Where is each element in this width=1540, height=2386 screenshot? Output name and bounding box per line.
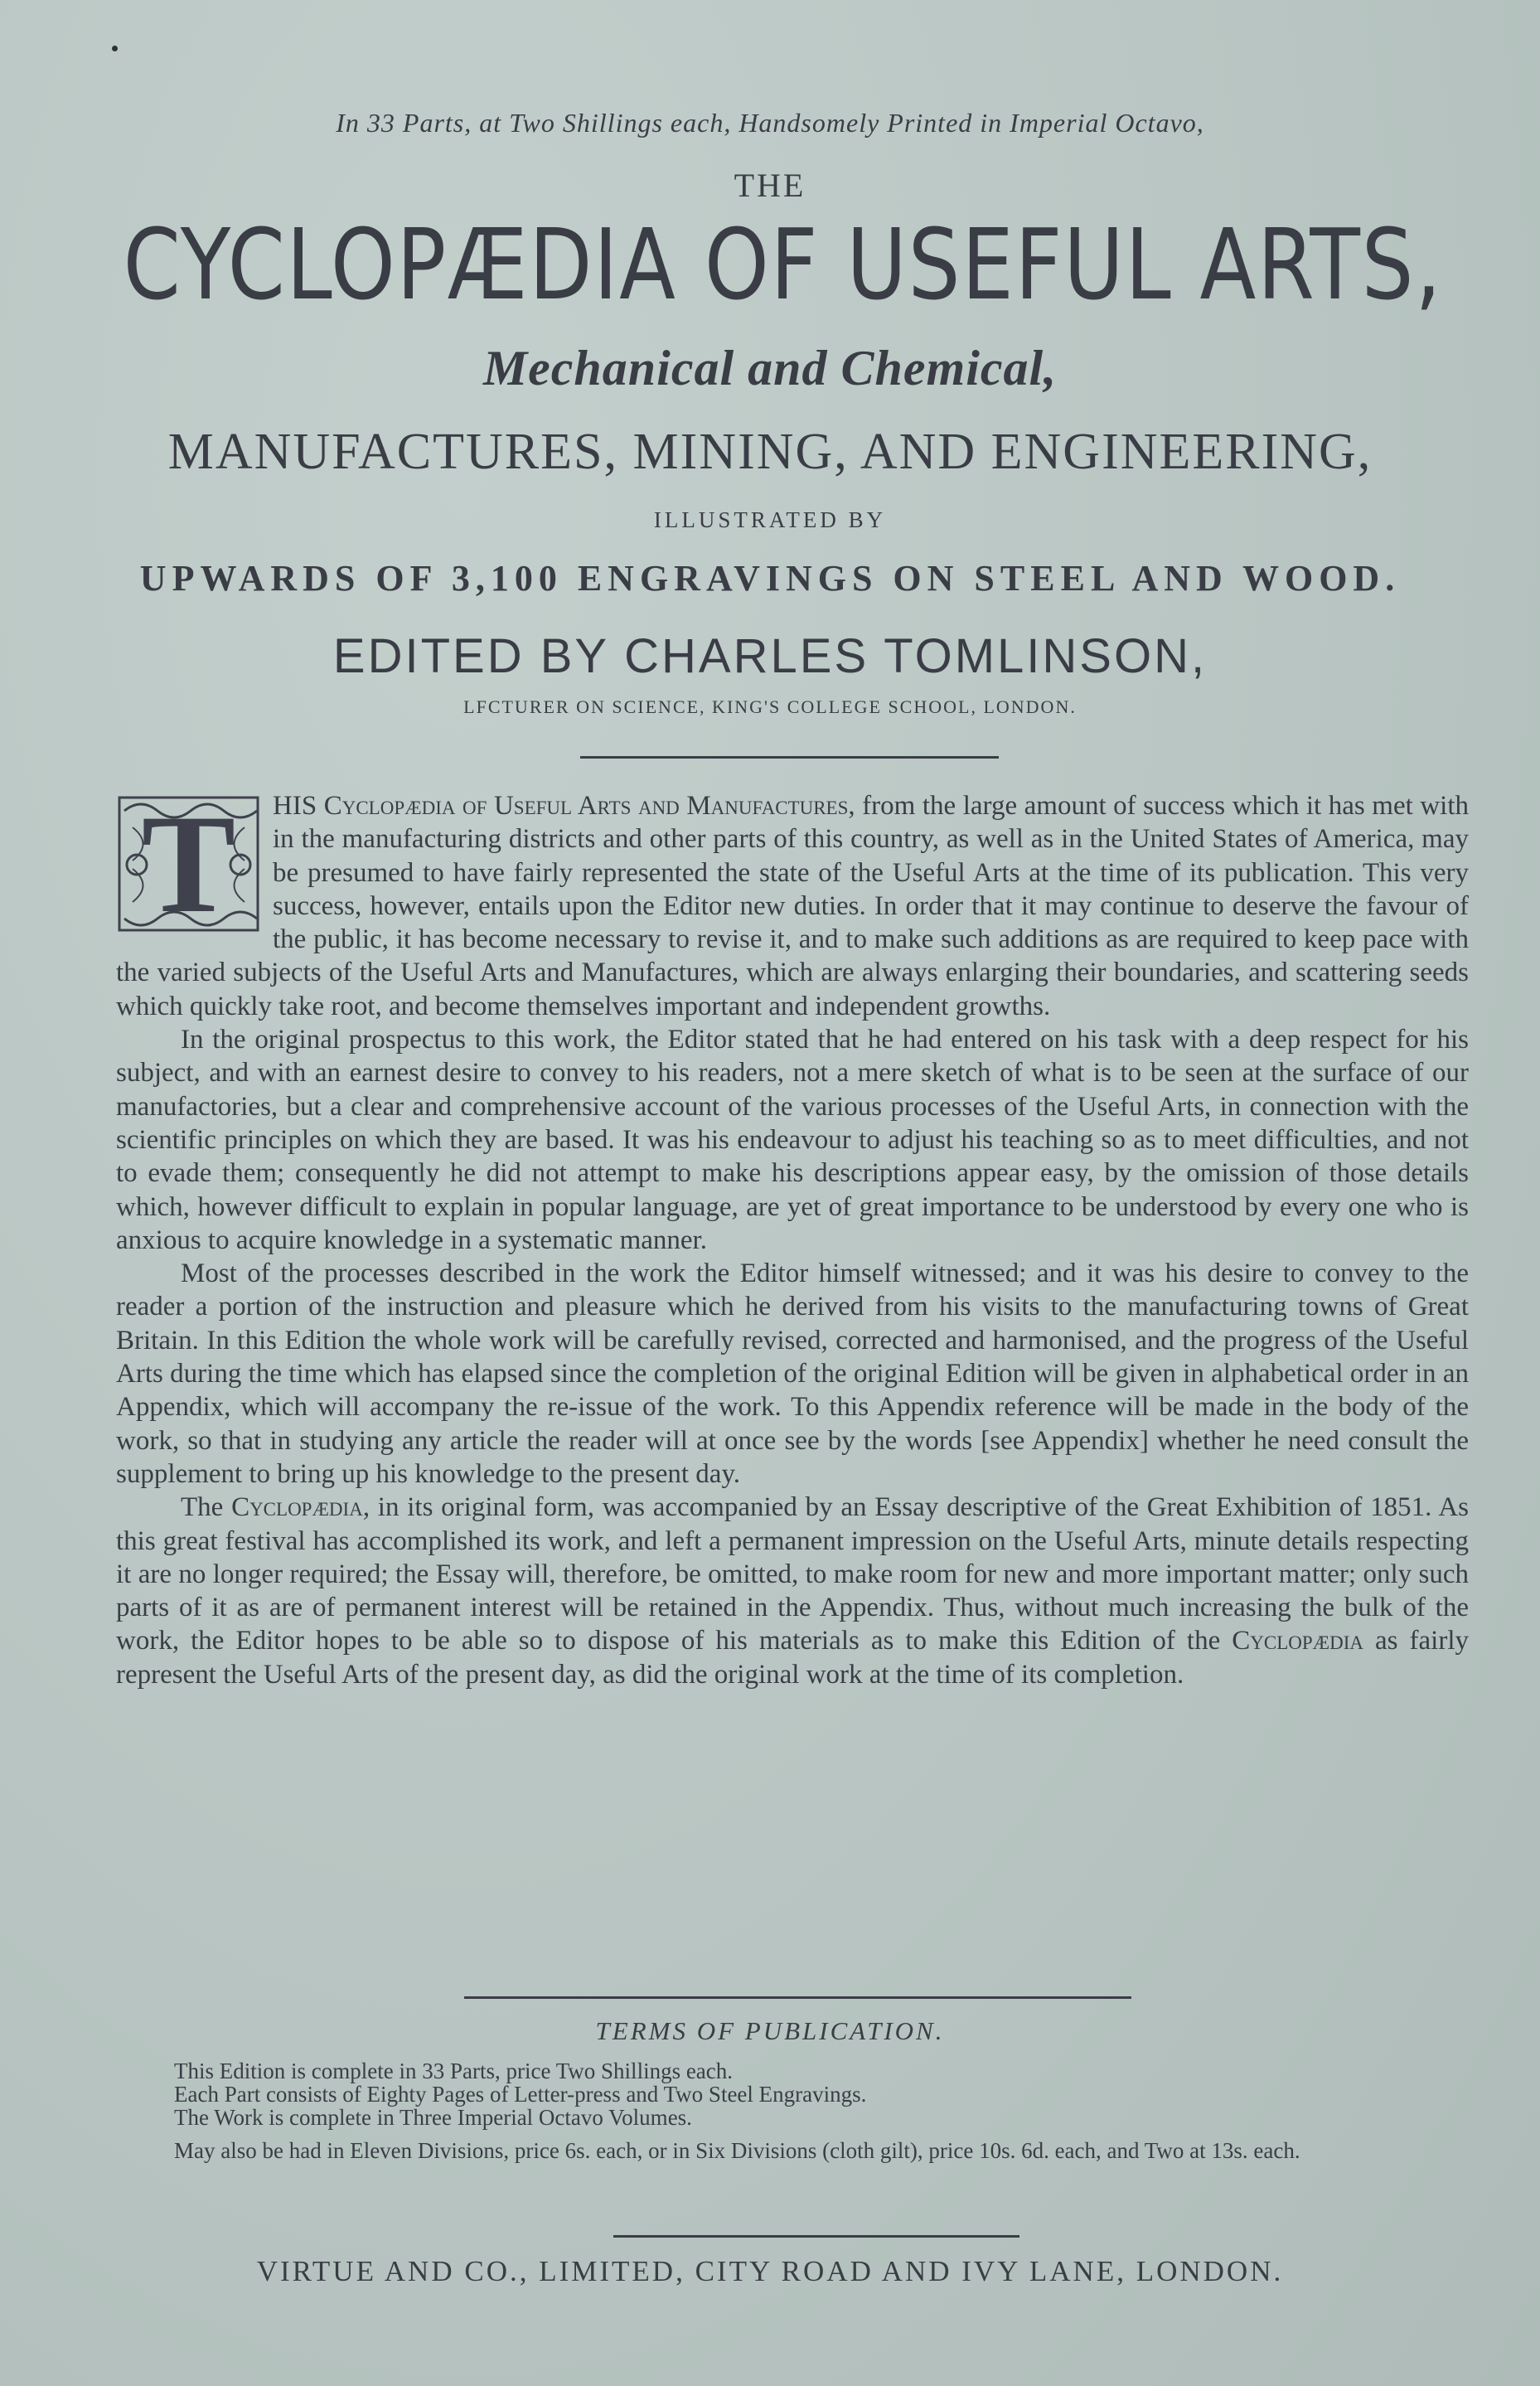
paragraph-2: In the original prospectus to this work, the Editor stated that he had entered on his task with a deep respect for his subject, and with an earnest desire to convey to his readers, not a mere sketch of what is to be seen at the surface of our manufactories, but a clear and comprehensive account of the various processes of the Useful Arts, in connection with the scientific principles on which they are based. It was his endeavour to adjust his teaching so as to meet difficulties, and not to evade them; consequently he did not attempt to make his descriptions appear easy, by the omission of those details which, however difficult to explain in popular language, are yet of great importance to be understood by every one who is anxious to acquire knowledge in a systematic manner. — [116, 1025, 1469, 1255]
ink-speck — [112, 46, 118, 51]
main-title: CYCLOPÆDIA OF USEFUL ARTS, — [123, 207, 1443, 322]
title-article: THE — [734, 167, 806, 204]
p4-text-c: as fairly represent the Useful Arts of the present day, as did the original work at the time of its completion. — [116, 1626, 1469, 1690]
illustrated-by: ILLUSTRATED BY — [653, 507, 887, 532]
terms-line-3: The Work is complete in Three Imperial Octavo Volumes. — [174, 2105, 692, 2130]
terms-list — [116, 2059, 1475, 2162]
p4-smallcaps-1: Cyclopædia — [231, 1492, 363, 1523]
paragraph-3: Most of the processes described in the work the Editor himself witnessed; and it was his desire to convey to the reader a portion of the instruction and pleasure which he derived from his visits to the manufacturing towns of Great Britain. In this Edition the whole work will be carefully revised, corrected and harmonised, and the progress of the Useful Arts during the time which has elapsed since the completion of the original Edition will be given in alphabetical order in an Appendix, which will accompany the re-issue of the work. To this Appendix reference will be made in the body of the work, so that in studying any article the reader will at once see by the words [see Appendix] whether he need consult the supplement to bring up his knowledge to the present day. — [116, 1258, 1469, 1489]
paragraph-1 — [116, 786, 1469, 1023]
subtitle: MANUFACTURES, MINING, AND ENGINEERING, — [167, 424, 1373, 480]
dropcap-letter: T — [141, 786, 236, 942]
ornamental-dropcap — [116, 786, 261, 942]
p1-smallcaps: HIS Cyclopædia of Useful Arts and Manufactures, — [273, 791, 855, 821]
blackletter-subtitle: Mechanical and Chemical, — [482, 341, 1058, 395]
paragraph-4 — [116, 1491, 1469, 1691]
terms-line-2: Each Part consists of Eighty Pages of Letter-press and Two Steel Engravings. — [174, 2082, 867, 2107]
divider-bottom — [613, 2235, 1019, 2238]
terms-title: TERMS OF PUBLICATION. — [595, 2016, 945, 2045]
p4-text-b: , in its original form, was accompanied by an Essay descriptive of the Great Exhibition of 1851. As this great festival has accomplished its work, and left a permanent impression on the Useful Arts, minute details respecting it are no longer required; the Essay will, therefore, be omitted, to make room for new and more important matter; only such parts of it as are of permanent interest will be retained in the Appendix. Thus, without much increasing the bulk of the work, the Editor hopes to be able so to dispose of his materials as to make this Edition of the — [116, 1492, 1469, 1656]
editor-line: EDITED BY CHARLES TOMLINSON, — [332, 629, 1208, 683]
terms-line-4: May also be had in Eleven Divisions, price 6s. each, or in Six Divisions (cloth gilt), price 10s. 6d. each, and Two at 13s. each. — [174, 2138, 1300, 2163]
p4-smallcaps-2: Cyclopædia — [1232, 1626, 1363, 1656]
p1-text: from the large amount of success which it has met with in the manufacturing districts and other parts of this country, as well as in the United States of America, may be presumed to have fairly represented the state of the Useful Arts at the time of its publication. This very success, however, entails upon the Editor new duties. In order that it may continue to deserve the favour of the public, it has become necessary to revise it, and to make such additions as are required to keep pace with the varied subjects of the Useful Arts and Manufactures, which are always enlarging their boundaries, and scattering seeds which quickly take root, and become themselves important and independent growths. — [116, 791, 1469, 1021]
terms-line-1: This Edition is complete in 33 Parts, price Two Shillings each. — [174, 2059, 734, 2083]
divider-top — [580, 756, 999, 759]
editor-role: LFCTURER ON SCIENCE, KING'S COLLEGE SCHOOL, LONDON. — [463, 696, 1077, 717]
parts-line: In 33 Parts, at Two Shillings each, Handsomely Printed in Imperial Octavo, — [336, 108, 1204, 138]
body-text — [116, 786, 1469, 1691]
publisher-line: VIRTUE AND CO., LIMITED, CITY ROAD AND IVY LANE, LONDON. — [256, 2255, 1284, 2287]
divider-middle — [464, 1996, 1131, 1999]
p4-text-a: The — [181, 1492, 232, 1523]
engravings-line: UPWARDS OF 3,100 ENGRAVINGS ON STEEL AND WOOD. — [139, 558, 1401, 599]
